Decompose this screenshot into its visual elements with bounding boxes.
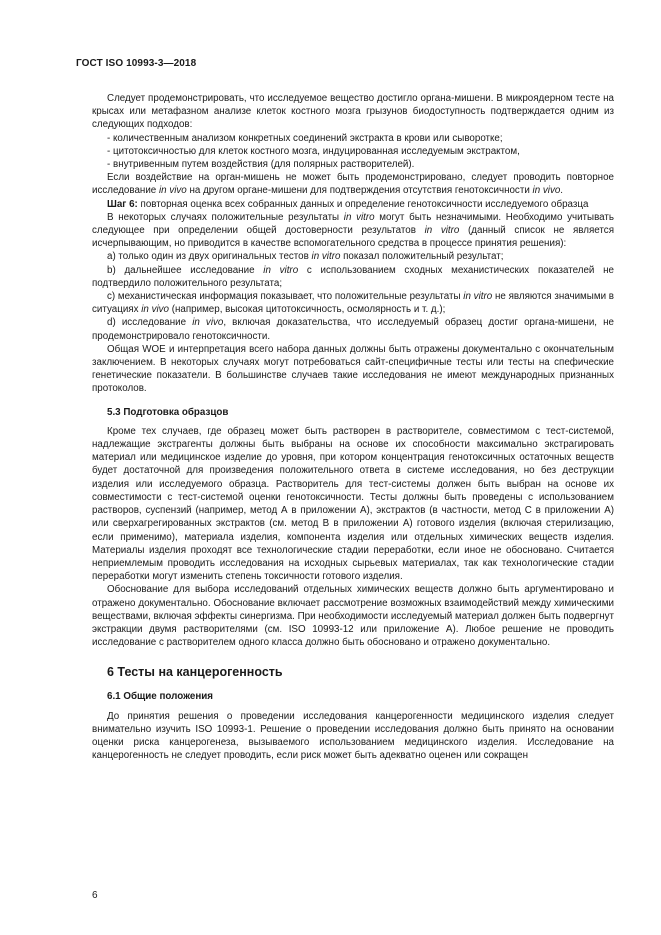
subsection-heading-6-1: 6.1 Общие положения	[107, 691, 214, 703]
subsection-heading-5-3: 5.3 Подготовка образцов	[107, 406, 229, 418]
list-item-c: c) механистическая информация показывает, что положительные результаты in vitro не являются значимыми в ситуациях in vivo (например, высокая цитотоксичность, осмолярность и т. д.);	[92, 291, 615, 316]
paragraph-step-6	[92, 198, 614, 211]
step-6-label: Шаг 6:	[107, 198, 138, 210]
document-body	[92, 92, 614, 762]
list-item: - внутривенным путем воздействия (для полярных растворителей).	[107, 159, 415, 171]
paragraph-target-organ: Если воздействие на орган-мишень не может быть продемонстрировано, следует проводить повторное исследование in vivo на другом органе-мишени для подтверждения отсутствия генотоксичности in vivo.	[92, 172, 614, 197]
section-heading-6: 6 Тесты на канцерогенность	[107, 665, 283, 680]
list-item: - цитотоксичностью для клеток костного мозга, индуцированная исследуемым экстрактом,	[107, 145, 520, 157]
paragraph-in-vitro-results: В некоторых случаях положительные результаты in vitro могут быть незначимыми. Необходимо учитывать следующее при определении общей достоверности результатов in vitro (данный список не является исчерпывающим, но приводится в качестве вспомогательного средства в процессе принятия решения):	[92, 211, 615, 250]
paragraph-woe: Общая WOE и интерпретация всего набора данных должны быть отражены документально с окончательным заключением. В некоторых случаях могут потребоваться сайт-специфичные тесты или тесты на спефические генетические показатели. В большинстве случаев такие исследования не имеют международных признанных протоколов.	[92, 343, 614, 395]
paragraph-sample-prep: Кроме тех случаев, где образец может быть растворен в растворителе, совместимом с тест-системой, надлежащие экстрагенты должны быть выбраны на основе их способности максимально экстрагировать материал или медицинское изделие до уровня, при котором концентрация генотоксичных остаточных веществ будет достаточной для произведения положительного ответа в системе исследования, но без деструкции изделия или исследуемого образца. Растворитель для тест-системы должен быть выбран на основе их совместимости с тест-системой оценки генотоксичности. Тесты должны быть проведены с использованием растворов, суспензий (например, метод А в приложении А), экстрактов (в частности, метод С в приложении А) или сверхагрегированных экстрактов (см. метод В в приложении А) готового изделия (включая стерилизацию, если применимо), материала изделия, компонента изделия или отдельных химических веществ изделия. Материалы изделия проходят все технологические стадии переработки, если иное не обосновано. Считается неприемлемым проводить исследования на исходных сырьевых материалах, так как технологические стадии переработки могут изменить степень токсичности готового изделия.	[92, 425, 614, 583]
document-header: ГОСТ ISO 10993-3—2018	[76, 58, 197, 69]
step-6-text: повторная оценка всех собранных данных и определение генотоксичности исследуемого образца	[137, 198, 589, 210]
paragraph-justification: Обоснование для выбора исследований отдельных химических веществ должно быть аргументировано и отражено документально. Обоснование включает рассмотрение возможных взаимодействий между химическими веществами, включая эффекты синергизма. При необходимости исследуемый материал должен быть подвергнут экстракции двумя растворителями (см. ISO 10993-12 или приложение А). Любое решение не проводить исследование с растворителем одного класса должно быть обосновано и отражено документально.	[92, 584, 614, 649]
list-item-a: a) только один из двух оригинальных тестов in vitro показал положительный результат;	[107, 251, 504, 263]
page-number: 6	[92, 890, 98, 901]
paragraph-bioavailability: Следует продемонстрировать, что исследуемое вещество достигло органа-мишени. В микроядерном тесте на крысах или метафазном анализе клеток костного мозга грызунов биодоступность подтверждается одним из следующих подходов:	[92, 93, 614, 131]
list-item-d: d) исследование in vivo, включая доказательства, что исследуемый образец достиг органа-мишени, не продемонстрировало генотоксичности.	[92, 317, 614, 342]
list-item: - количественным анализом конкретных соединений экстракта в крови или сыворотке;	[107, 132, 503, 144]
paragraph-carcinogenicity: До принятия решения о проведении исследования канцерогенности медицинского изделия следует внимательно изучить ISO 10993-1. Решение о проведении исследования должно быть принято на основании оценки риска канцерогенеза, вызываемого использованием медицинского изделия. Исследование на канцерогенность не следует проводить, если риск может быть адекватно оценен или сокращен	[92, 710, 614, 762]
list-item-b: b) дальнейшее исследование in vitro с использованием сходных механистических показателей не подтвердило положительного результата;	[92, 264, 614, 289]
